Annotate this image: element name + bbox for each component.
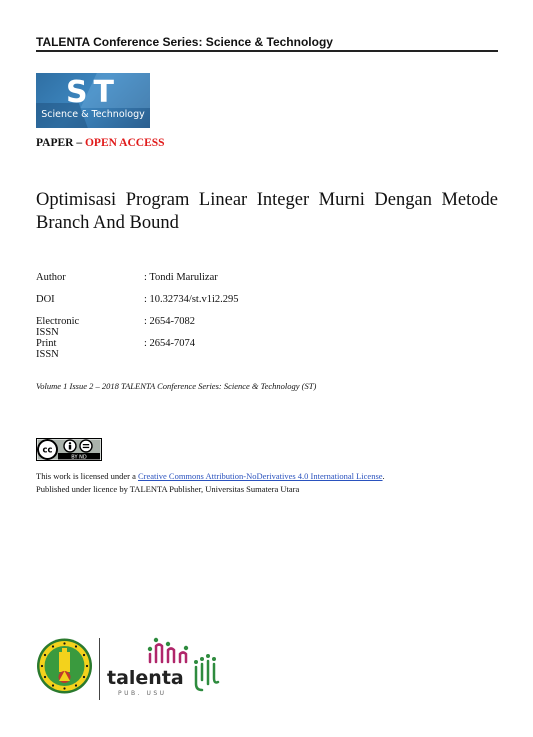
license-link[interactable]: Creative Commons Attribution-NoDerivatives 4.0 International License bbox=[137, 471, 383, 481]
open-access-label: OPEN ACCESS bbox=[84, 137, 165, 149]
volume-line: Volume 1 Issue 2 – 2018 TALENTA Conference Series: Science & Technology (ST) bbox=[36, 381, 317, 391]
metadata-key: Author bbox=[36, 272, 66, 283]
document-title: Optimisasi Program Linear Integer Murni Dengan Metode Branch And Bound bbox=[36, 190, 498, 233]
st-logo bbox=[36, 73, 150, 128]
license-suffix: . bbox=[382, 471, 385, 481]
header-rule bbox=[36, 50, 498, 52]
license-text bbox=[36, 470, 385, 496]
svg-text:cc: cc bbox=[42, 445, 53, 456]
talenta-wordmark: talenta bbox=[107, 667, 184, 689]
footer-divider bbox=[99, 638, 100, 700]
logo-subtitle: Science & Technology bbox=[41, 109, 145, 120]
usu-seal-logo bbox=[36, 637, 93, 695]
metadata-key: DOI bbox=[36, 294, 55, 305]
talenta-sub: PUB. USU bbox=[118, 690, 167, 697]
logo-initials: ST bbox=[65, 75, 121, 110]
talenta-publisher-logo bbox=[106, 632, 226, 702]
nd-equals-icon bbox=[80, 440, 92, 452]
metadata-value: : 2654-7082 bbox=[144, 316, 196, 327]
cc-by-nd-badge[interactable] bbox=[36, 438, 102, 461]
badge-text: BY ND bbox=[71, 454, 87, 461]
license-line-2: Published under licence by TALENTA Publisher, Universitas Sumatera Utara bbox=[36, 484, 300, 494]
metadata-value[interactable]: : 10.32734/st.v1i2.295 bbox=[144, 294, 239, 305]
paper-label bbox=[36, 137, 165, 149]
metadata-key: Electronic ISSN bbox=[36, 316, 80, 338]
metadata-value: : Tondi Marulizar bbox=[144, 272, 218, 283]
metadata-value: : 2654-7074 bbox=[144, 338, 196, 349]
series-title: TALENTA Conference Series: Science & Technology bbox=[36, 35, 333, 49]
paper-label-prefix: PAPER – bbox=[36, 137, 85, 149]
metadata-key: Print ISSN bbox=[36, 338, 59, 360]
license-line-1 bbox=[36, 470, 385, 483]
license-prefix: This work is licensed under a bbox=[36, 471, 138, 481]
